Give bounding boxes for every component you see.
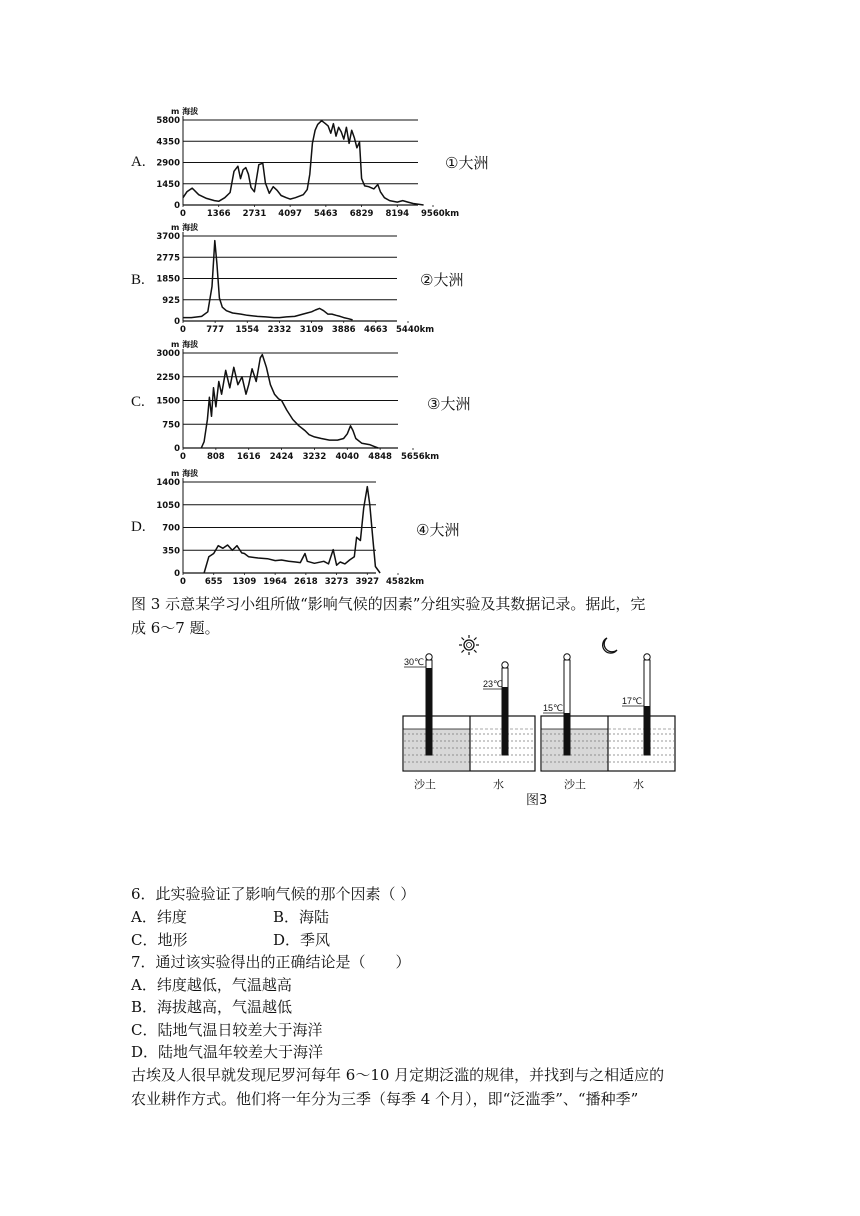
profile-d-y-tick: 1400	[156, 478, 180, 488]
profile-c-y-tick: 3000	[156, 349, 180, 359]
profile-b-y-tick: 925	[162, 295, 180, 306]
profile-a	[156, 106, 459, 219]
profile-a-y-tick: 1450	[156, 179, 180, 190]
experiment-figure	[395, 630, 695, 810]
profile-a-y-tick: 2900	[156, 158, 180, 169]
day-water-label: 水	[493, 778, 504, 791]
q7-option-d: D．陆地气温年较差大于海洋	[131, 1043, 324, 1061]
continent-3-label: ③大洲	[427, 395, 471, 413]
day-sand-temp: 30℃	[404, 657, 425, 667]
profile-c-elevation-line	[201, 355, 378, 448]
profile-b-y-tick: 1850	[156, 274, 180, 285]
profile-d	[156, 468, 424, 587]
profile-c-y-tick: 750	[162, 420, 180, 431]
profile-b-y-tick: 3700	[156, 232, 180, 242]
option-d-label: D.	[131, 519, 146, 535]
profile-c-x-tick: 4040	[335, 452, 360, 462]
profile-c	[156, 339, 439, 462]
profile-d-x-tick: 0	[180, 577, 186, 587]
profile-c-x-tick: 3232	[302, 452, 327, 462]
profile-d-x-tick: 1309	[232, 577, 257, 587]
option-b-label: B.	[131, 272, 145, 288]
profile-c-x-tick: 2424	[269, 452, 294, 462]
q7-option-c: C．陆地气温日较差大于海洋	[131, 1021, 323, 1039]
q7-option-a: A．纬度越低，气温越高	[131, 976, 292, 994]
day-container	[403, 654, 535, 791]
profile-a-y-tick: 0	[174, 201, 180, 211]
profile-d-elevation-line	[204, 487, 380, 573]
profile-a-x-tick: 8194	[385, 209, 410, 219]
night-water-label: 水	[633, 778, 644, 791]
profile-c-y-tick: 1500	[156, 396, 180, 407]
profile-a-x-tick: 5463	[314, 209, 338, 219]
q6-stem: 6．此实验验证了影响气候的那个因素（ ）	[131, 885, 416, 903]
profile-c-x-tick: 5656km	[401, 452, 440, 462]
option-c-label: C.	[131, 394, 145, 410]
night-sand-temp: 15℃	[543, 703, 564, 713]
profile-b-x-tick: 0	[180, 325, 186, 335]
profile-a-y-tick: 5800	[156, 116, 180, 126]
continent-2-label: ②大洲	[420, 271, 464, 289]
q7-stem: 7．通过该实验得出的正确结论是（ ）	[131, 953, 411, 971]
elevation-profiles	[0, 0, 860, 600]
profile-d-x-tick: 3273	[324, 577, 349, 587]
profile-c-x-tick: 0	[180, 452, 186, 462]
q6-option-c: C．地形	[131, 931, 188, 949]
profile-b-x-tick: 3109	[299, 325, 324, 335]
profile-a-unit: m 海拔	[171, 107, 199, 116]
profile-d-x-tick: 2618	[294, 577, 318, 587]
profile-b-x-tick: 1554	[235, 325, 260, 335]
profile-a-x-tick: 6829	[349, 209, 374, 219]
profile-b-elevation-line	[183, 241, 353, 320]
profile-d-x-tick: 655	[204, 577, 223, 587]
profile-d-y-tick: 350	[162, 546, 180, 557]
profile-d-unit: m 海拔	[171, 469, 199, 478]
q6-option-a: A．纬度	[131, 908, 187, 926]
profile-d-y-tick: 700	[162, 523, 180, 534]
profile-a-x-tick: 0	[180, 209, 186, 219]
thermometer-sand-day	[426, 654, 432, 755]
profile-b-unit: m 海拔	[171, 223, 199, 232]
profile-d-x-tick: 1964	[263, 577, 287, 587]
profile-a-x-tick: 4097	[278, 209, 302, 219]
sun-icon	[459, 635, 479, 655]
profile-a-y-tick: 4350	[156, 137, 180, 148]
day-sand-label: 沙土	[414, 778, 436, 791]
q6-option-b: B．海陆	[273, 908, 330, 926]
profile-b-x-tick: 5440km	[396, 325, 435, 335]
day-water-temp: 23℃	[483, 679, 504, 689]
profile-b-y-tick: 2775	[156, 253, 180, 264]
profile-d-y-tick: 0	[174, 569, 180, 579]
thermometer-water-day	[502, 662, 508, 755]
profile-b-x-tick: 2332	[267, 325, 292, 335]
moon-icon	[603, 638, 617, 653]
profile-d-x-tick: 4582km	[386, 577, 425, 587]
profile-c-y-tick: 0	[174, 444, 180, 454]
profile-c-unit: m 海拔	[171, 340, 199, 349]
profile-b-x-tick: 3886	[331, 325, 356, 335]
profile-c-x-tick: 808	[206, 452, 225, 462]
intro-line-1: 图 3 示意某学习小组所做“影响气候的因素”分组实验及其数据记录。据此，完	[131, 595, 646, 613]
profile-d-y-tick: 1050	[156, 500, 180, 511]
profile-a-x-tick: 1366	[206, 209, 231, 219]
profile-b-x-tick: 777	[206, 325, 225, 335]
profile-d-x-tick: 3927	[355, 577, 380, 587]
thermometer-water-night	[644, 654, 650, 755]
night-sand-label: 沙土	[564, 778, 586, 791]
profile-c-y-tick: 2250	[156, 372, 180, 383]
passage-line-1: 古埃及人很早就发现尼罗河每年 6～10 月定期泛滥的规律，并找到与之相适应的	[131, 1066, 665, 1084]
intro-line-2: 成 6～7 题。	[131, 619, 220, 637]
thermometer-sand-night	[564, 654, 570, 755]
q7-option-b: B．海拔越高，气温越低	[131, 998, 293, 1016]
continent-1-label: ①大洲	[445, 154, 489, 172]
night-water-temp: 17℃	[622, 696, 643, 706]
continent-4-label: ④大洲	[416, 521, 460, 539]
figure-caption: 图3	[526, 793, 548, 808]
passage-line-2: 农业耕作方式。他们将一年分为三季（每季 4 个月），即“泛滥季”、“播种季”	[131, 1090, 639, 1108]
profile-a-x-tick: 2731	[242, 209, 267, 219]
profile-c-x-tick: 1616	[236, 452, 261, 462]
night-container	[541, 654, 675, 791]
profile-b-y-tick: 0	[174, 317, 180, 327]
profile-a-x-tick: 9560km	[421, 209, 460, 219]
profile-c-x-tick: 4848	[368, 452, 392, 462]
profile-b-x-tick: 4663	[364, 325, 388, 335]
option-a-label: A.	[131, 154, 146, 170]
profile-b	[156, 222, 434, 335]
q6-option-d: D．季风	[273, 931, 331, 949]
